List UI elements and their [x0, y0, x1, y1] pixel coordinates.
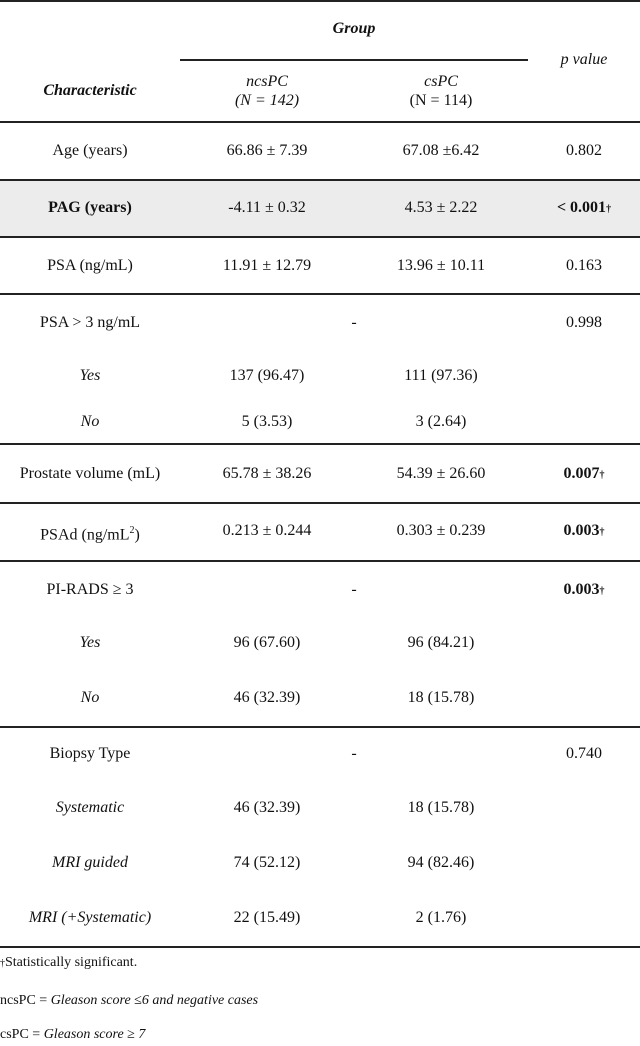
row-divider	[0, 502, 640, 504]
merged-dash: -	[351, 745, 357, 762]
p-value	[528, 198, 640, 220]
ncspc-header-n: (N = 142)	[234, 92, 300, 109]
ncspc-value: 66.86 ± 7.39	[226, 142, 308, 159]
footnote-significance-text: Statistically significant.	[5, 955, 138, 970]
row-label: PI-RADS ≥ 3	[46, 581, 134, 598]
ncspc-value: 137 (96.47)	[229, 367, 305, 384]
cspc-value: 2 (1.76)	[415, 909, 467, 926]
p-value-text: 0.003	[563, 581, 600, 598]
footnote-ncspc-definition: Gleason score ≤6 and negative cases	[50, 993, 259, 1008]
merged-dash: -	[351, 314, 357, 331]
row-label	[0, 521, 180, 545]
cspc-value: 67.08 ±6.42	[402, 142, 480, 159]
header-rule	[0, 121, 640, 123]
group-header: Group	[332, 20, 376, 37]
p-value: 0.998	[566, 314, 602, 331]
row-divider	[0, 179, 640, 181]
row-label: PSA (ng/mL)	[47, 257, 133, 274]
ncspc-value: 65.78 ± 38.26	[222, 465, 312, 482]
p-value: 0.163	[566, 257, 602, 274]
merged-dash: -	[351, 581, 357, 598]
cspc-value: 0.303 ± 0.239	[396, 522, 486, 539]
cspc-value: 18 (15.78)	[407, 799, 475, 816]
row-label: No	[80, 689, 100, 706]
row-divider	[0, 726, 640, 728]
p-value	[528, 464, 640, 486]
row-label-tail: )	[134, 526, 140, 544]
ncspc-header-name: ncsPC	[246, 73, 288, 90]
cspc-header-n: (N = 114)	[409, 92, 473, 109]
p-value-text: < 0.001	[556, 199, 607, 216]
footnote-dagger: †	[0, 958, 5, 969]
footnote-ncspc	[0, 993, 258, 1009]
cspc-value: 96 (84.21)	[407, 634, 475, 651]
row-label: MRI (+Systematic)	[28, 909, 152, 926]
footnote-significance	[0, 955, 137, 971]
row-label: Age (years)	[52, 142, 128, 159]
ncspc-value: -4.11 ± 0.32	[228, 199, 306, 216]
ncspc-value: 96 (67.60)	[233, 634, 301, 651]
p-value-text: 0.003	[563, 522, 600, 539]
row-divider	[0, 560, 640, 562]
ncspc-value: 22 (15.49)	[233, 909, 301, 926]
cspc-value: 13.96 ± 10.11	[396, 257, 486, 274]
p-value-text: 0.007	[563, 465, 600, 482]
cspc-value: 54.39 ± 26.60	[396, 465, 486, 482]
footnote-ncspc-abbr: ncsPC =	[0, 993, 51, 1008]
cspc-value: 18 (15.78)	[407, 689, 475, 706]
ncspc-value: 5 (3.53)	[241, 413, 293, 430]
ncspc-value: 11.91 ± 12.79	[222, 257, 312, 274]
cspc-value: 111 (97.36)	[404, 367, 478, 384]
significance-dagger: †	[599, 470, 605, 481]
ncspc-header	[180, 72, 354, 110]
top-rule	[0, 0, 640, 2]
p-value: 0.802	[566, 142, 602, 159]
ncspc-value: 46 (32.39)	[233, 689, 301, 706]
row-label: PSA > 3 ng/mL	[39, 314, 141, 331]
bottom-rule	[0, 946, 640, 948]
ncspc-value: 46 (32.39)	[233, 799, 301, 816]
group-underline	[180, 59, 528, 61]
cspc-header	[354, 72, 528, 110]
footnote-cspc-abbr: csPC =	[0, 1027, 44, 1042]
row-label: No	[80, 413, 100, 430]
row-label: Prostate volume (mL)	[19, 465, 161, 482]
ncspc-value: 74 (52.12)	[233, 854, 301, 871]
row-label: MRI guided	[52, 854, 128, 871]
characteristic-header: Characteristic	[43, 82, 137, 99]
row-label-text: PSAd (ng/mL	[40, 526, 130, 544]
p-value: 0.740	[566, 745, 602, 762]
p-value-header: p value	[560, 51, 608, 68]
cspc-value: 94 (82.46)	[407, 854, 475, 871]
row-divider	[0, 236, 640, 238]
row-label: Yes	[79, 367, 101, 384]
p-value	[528, 521, 640, 543]
row-divider	[0, 293, 640, 295]
table-header	[0, 0, 640, 121]
cspc-value: 3 (2.64)	[415, 413, 467, 430]
significance-dagger: †	[599, 586, 605, 597]
row-label: Systematic	[55, 799, 125, 816]
row-label: Yes	[79, 634, 101, 651]
significance-dagger: †	[606, 204, 612, 215]
row-divider	[0, 443, 640, 445]
p-value	[528, 580, 640, 602]
ncspc-value: 0.213 ± 0.244	[222, 522, 312, 539]
row-label: Biopsy Type	[49, 745, 131, 762]
cspc-value: 4.53 ± 2.22	[404, 199, 478, 216]
footnote-cspc	[0, 1027, 145, 1043]
cspc-header-name: csPC	[424, 73, 458, 90]
footnote-cspc-definition: Gleason score ≥ 7	[43, 1027, 146, 1042]
row-label-superscript: 2	[129, 525, 135, 536]
row-label: PAG (years)	[48, 199, 132, 216]
significance-dagger: †	[599, 527, 605, 538]
